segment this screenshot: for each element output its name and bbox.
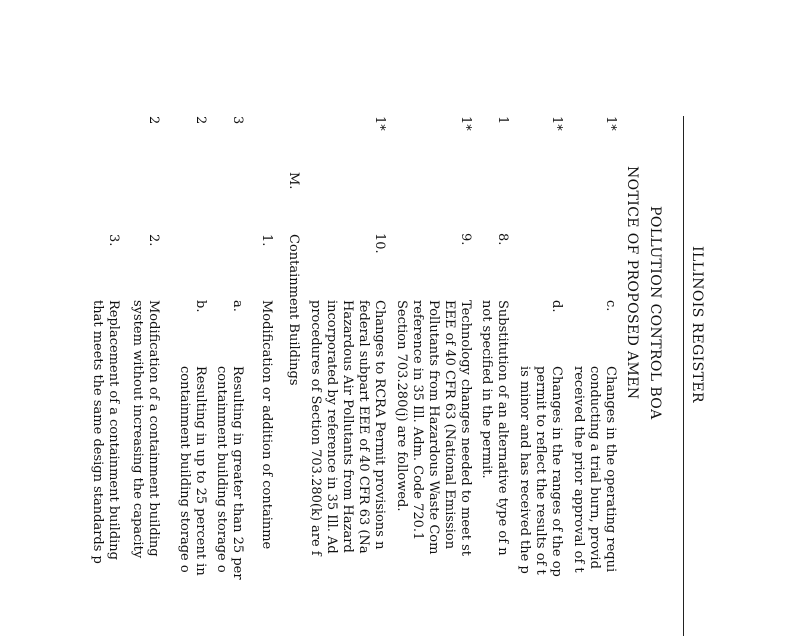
item-10-line-1: Changes to RCRA Permit provisions n xyxy=(372,300,387,550)
register-title: ILLINOIS REGISTER xyxy=(689,246,705,403)
m1-label: 1. xyxy=(259,234,274,247)
item-9-label: 9. xyxy=(458,233,473,246)
m1a-label: a. xyxy=(230,300,245,312)
item-d-marker: 1* xyxy=(549,116,564,131)
m3-label: 3. xyxy=(106,234,121,247)
m2-marker: 2 xyxy=(146,116,161,125)
item-10-line-3: Hazardous Air Pollutants from Hazard xyxy=(340,300,355,553)
m3-line-2: that meets the same design standards p xyxy=(90,300,105,564)
m1b-line-1: Resulting in up to 25 percent in xyxy=(193,366,208,576)
item-10-line-4: incorporated by reference in 35 Ill. Ad xyxy=(324,300,339,554)
item-8-line-2: not specified in the permit. xyxy=(479,300,494,479)
item-c-marker: 1* xyxy=(603,116,618,131)
item-9-line-1: Technology changes needed to meet st xyxy=(458,300,473,556)
notice-title: NOTICE OF PROPOSED AMEN xyxy=(624,166,640,400)
item-d-line-3: is minor and has received the p xyxy=(517,366,532,574)
item-10-marker: 1* xyxy=(372,116,387,131)
m2-line-2: system without increasing the capacity xyxy=(130,300,145,559)
item-d-line-2: permit to reflect the results of t xyxy=(533,366,548,575)
item-c-line-2: conducting a trial burn, provid xyxy=(587,366,602,569)
item-10-line-5: procedures of Section 703.280(k) are f xyxy=(308,300,323,556)
m1b-marker: 2 xyxy=(193,116,208,125)
item-10-line-2: federal subpart EEE of 40 CFR 63 (Na xyxy=(356,300,371,554)
m2-label: 2. xyxy=(146,234,161,247)
item-9-line-4: reference in 35 Ill. Adm. Code 720.1 xyxy=(410,300,425,541)
item-9-line-3: Pollutants from Hazardous Waste Com xyxy=(426,300,441,555)
item-d-label: d. xyxy=(549,300,564,313)
section-m-label: M. xyxy=(286,172,301,190)
m1a-line-1: Resulting in greater than 25 per xyxy=(230,366,245,580)
m2-line-1: Modification of a containment building xyxy=(146,300,161,557)
item-8-label: 8. xyxy=(495,233,510,246)
item-8-line-1: Substitution of an alternative type of n xyxy=(495,300,510,556)
item-d-line-1: Changes in the ranges of the op xyxy=(549,366,564,577)
item-9-marker: 1* xyxy=(458,116,473,131)
m1a-marker: 3 xyxy=(230,116,245,125)
item-9-line-5: Section 703.280(j) are followed. xyxy=(394,300,409,512)
m3-line-1: Replacement of a containment building xyxy=(106,300,121,561)
m1a-line-2: containment building storage o xyxy=(214,366,229,573)
item-8-marker: 1 xyxy=(495,116,510,125)
board-title: POLLUTION CONTROL BOA xyxy=(647,206,663,420)
section-m-title: Containment Buildings xyxy=(286,234,301,386)
item-9-line-2: EEE of 40 CFR 63 (National Emission xyxy=(442,300,457,550)
m1b-line-2: containment building storage o xyxy=(177,366,192,573)
m1b-label: b. xyxy=(193,300,208,313)
item-c-line-3: received the prior approval of t xyxy=(571,366,586,573)
m1-text: Modification or addition of containme xyxy=(259,300,274,550)
item-c-label: c. xyxy=(603,300,618,312)
item-10-label: 10. xyxy=(372,233,387,254)
item-c-line-1: Changes in the operating requi xyxy=(603,366,618,573)
header-rule xyxy=(683,116,684,636)
